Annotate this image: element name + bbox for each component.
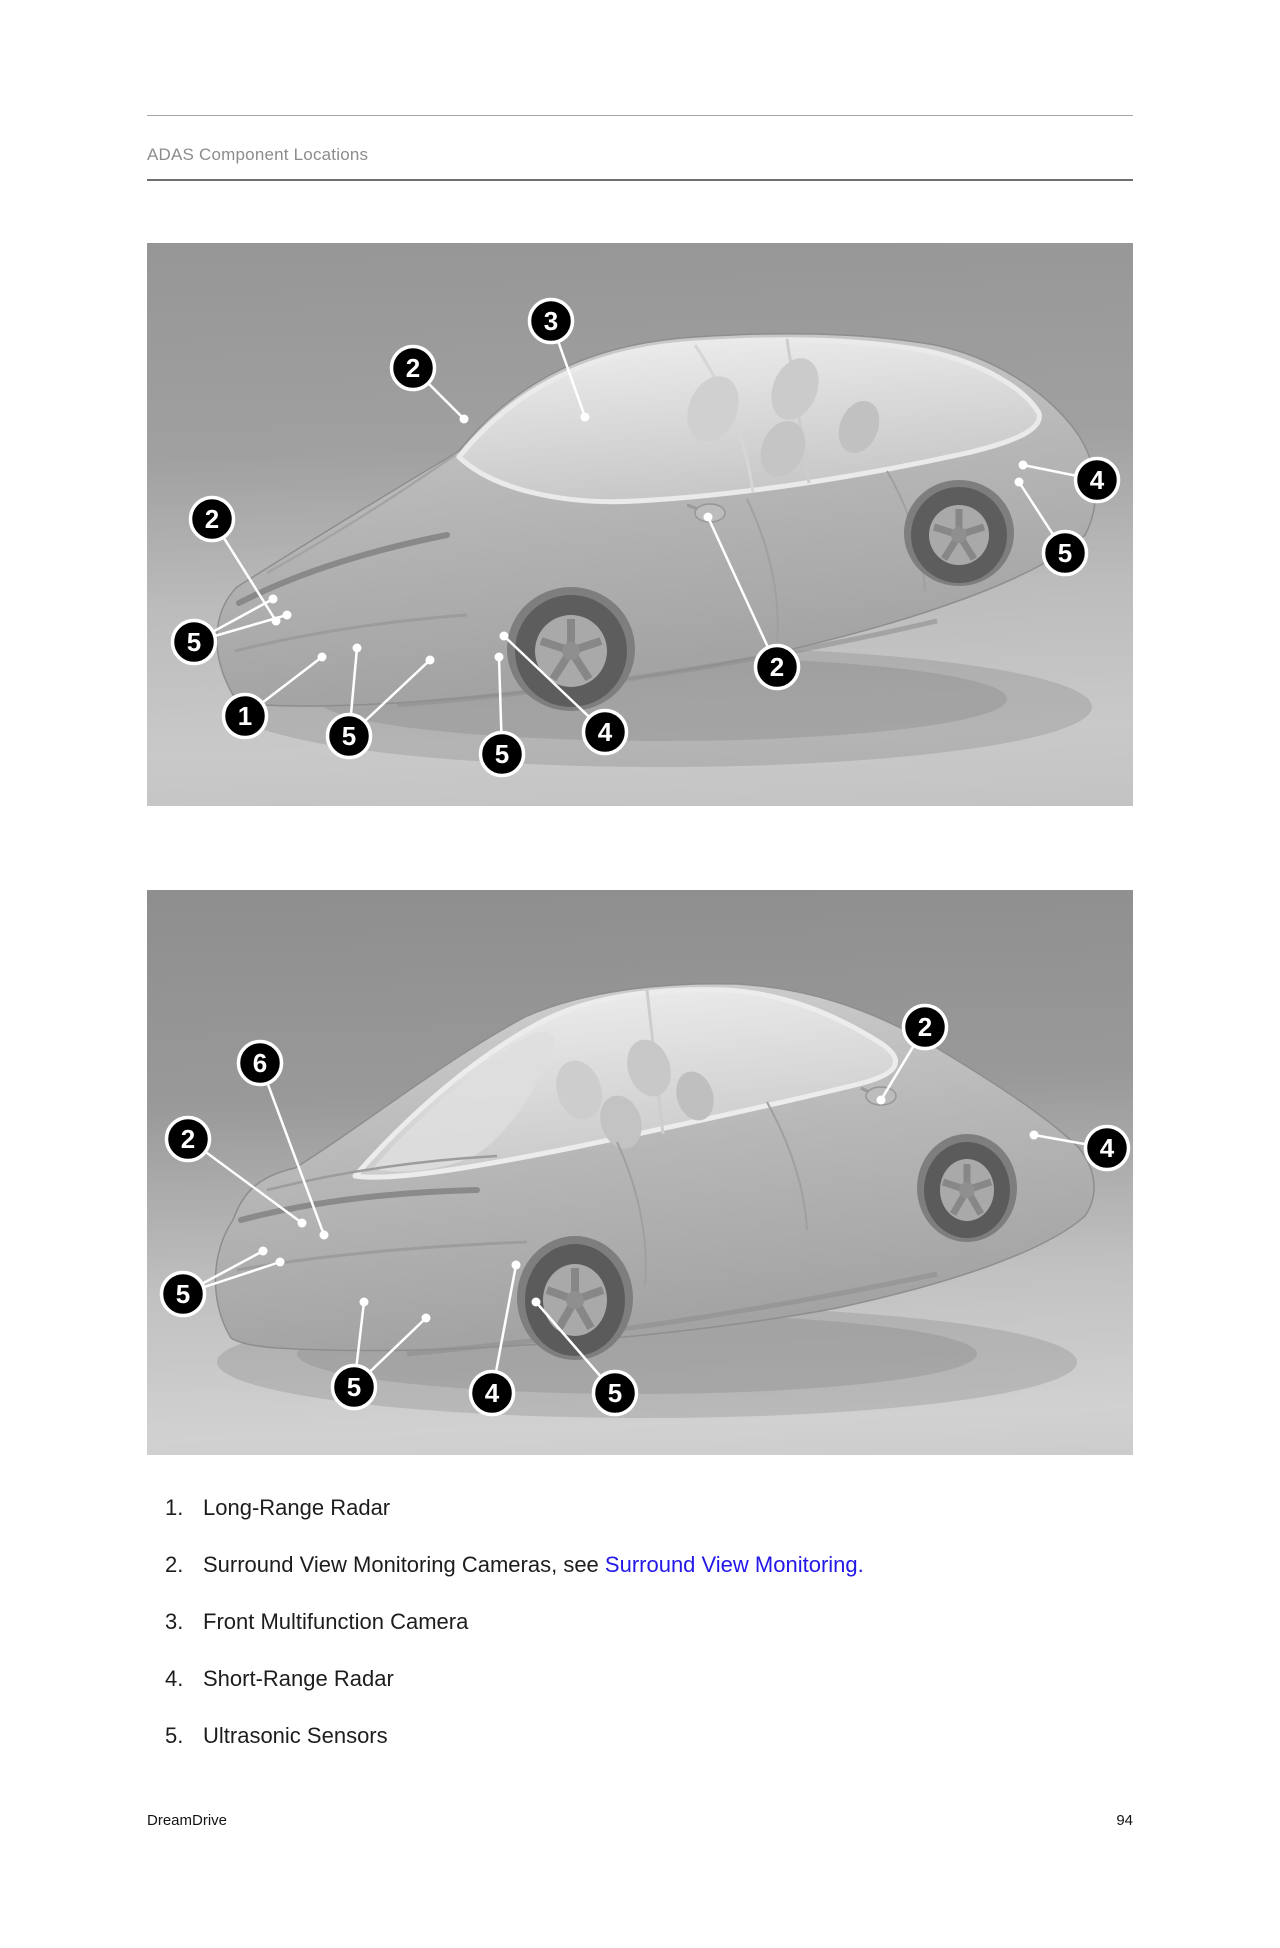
callout-target-dot	[318, 653, 327, 662]
callout-target-dot	[276, 1258, 285, 1267]
front-wheel	[917, 1134, 1017, 1242]
callout-target-dot	[581, 413, 590, 422]
callout-number: 2	[917, 1012, 933, 1042]
section-header: ADAS Component Locations	[147, 145, 369, 164]
callout-target-dot	[1015, 478, 1024, 487]
callout-target-dot	[1030, 1131, 1039, 1140]
legend-item	[165, 1609, 1133, 1635]
callout-2	[191, 498, 234, 541]
legend-item-number: 4.	[165, 1666, 184, 1691]
callout-number: 5	[346, 1372, 362, 1402]
callout-target-dot	[512, 1261, 521, 1270]
figure-front-exterior	[147, 243, 1133, 806]
callout-target-dot	[1019, 461, 1028, 470]
callout-target-dot	[298, 1219, 307, 1228]
callout-5	[173, 621, 216, 664]
callout-5	[1044, 532, 1087, 575]
callout-number: 5	[494, 739, 510, 769]
callout-target-dot	[495, 653, 504, 662]
callout-2	[756, 646, 799, 689]
callout-number: 3	[543, 306, 559, 336]
legend-item-number: 5.	[165, 1723, 184, 1748]
callout-5	[328, 715, 371, 758]
callout-number: 2	[769, 652, 785, 682]
rear-exterior-render	[147, 890, 1133, 1455]
callout-4	[471, 1372, 514, 1415]
callout-number: 4	[1099, 1133, 1115, 1163]
header-rule-bottom	[147, 179, 1133, 181]
callout-number: 5	[1057, 538, 1073, 568]
callout-target-dot	[460, 415, 469, 424]
page-footer	[147, 1812, 1133, 1832]
callout-target-dot	[360, 1298, 369, 1307]
page-number: 94	[1116, 1812, 1133, 1829]
callout-5	[333, 1366, 376, 1409]
callout-4	[1076, 459, 1119, 502]
callout-number: 4	[597, 717, 613, 747]
callout-2	[904, 1006, 947, 1049]
legend-item	[165, 1723, 1133, 1749]
callout-number: 5	[607, 1378, 623, 1408]
front-exterior-render	[147, 243, 1133, 806]
legend-item	[165, 1552, 1133, 1578]
callout-target-dot	[320, 1231, 329, 1240]
callout-5	[594, 1372, 637, 1415]
callout-target-dot	[353, 644, 362, 653]
legend-item-text: Surround View Monitoring Cameras, see	[203, 1552, 605, 1577]
callout-target-dot	[259, 1247, 268, 1256]
header-rule-top	[147, 115, 1133, 116]
car-illustration-front	[217, 334, 1096, 767]
callout-number: 5	[341, 721, 357, 751]
callout-1	[224, 695, 267, 738]
callout-6	[239, 1042, 282, 1085]
callout-target-dot	[269, 595, 278, 604]
legend-item-number: 3.	[165, 1609, 184, 1634]
front-wheel	[507, 587, 635, 711]
callout-2	[167, 1118, 210, 1161]
callout-number: 4	[484, 1378, 500, 1408]
surround-view-monitoring-link[interactable]: Surround View Monitoring.	[604, 1552, 864, 1577]
callout-target-dot	[704, 513, 713, 522]
callout-number: 2	[180, 1124, 196, 1154]
rear-wheel	[904, 480, 1014, 586]
callout-number: 2	[204, 504, 220, 534]
legend-item-number: 2.	[165, 1552, 184, 1577]
callout-target-dot	[422, 1314, 431, 1323]
callout-target-dot	[532, 1298, 541, 1307]
callout-2	[392, 347, 435, 390]
callout-3	[530, 300, 573, 343]
callout-number: 5	[186, 627, 202, 657]
legend-item	[165, 1495, 1133, 1521]
callout-number: 1	[237, 701, 253, 731]
legend-item-number: 1.	[165, 1495, 184, 1520]
callout-number: 6	[252, 1048, 268, 1078]
legend-item-text: Short-Range Radar	[203, 1666, 394, 1691]
legend-list	[165, 1495, 1133, 1780]
legend-item-text: Long-Range Radar	[203, 1495, 391, 1520]
callout-target-dot	[877, 1096, 886, 1105]
footer-doc-title: DreamDrive	[147, 1812, 228, 1829]
callout-number: 5	[175, 1279, 191, 1309]
legend-item	[165, 1666, 1133, 1692]
callout-5	[162, 1273, 205, 1316]
callout-5	[481, 733, 524, 776]
callout-target-dot	[426, 656, 435, 665]
legend-item-text: Front Multifunction Camera	[203, 1609, 469, 1634]
callout-target-dot	[500, 632, 509, 641]
callout-4	[1086, 1127, 1129, 1170]
callout-target-dot	[283, 611, 292, 620]
legend-item-text: Ultrasonic Sensors	[203, 1723, 388, 1748]
figure-rear-exterior	[147, 890, 1133, 1455]
callout-number: 2	[405, 353, 421, 383]
car-illustration-rear	[215, 984, 1094, 1418]
callout-number: 4	[1089, 465, 1105, 495]
callout-4	[584, 711, 627, 754]
